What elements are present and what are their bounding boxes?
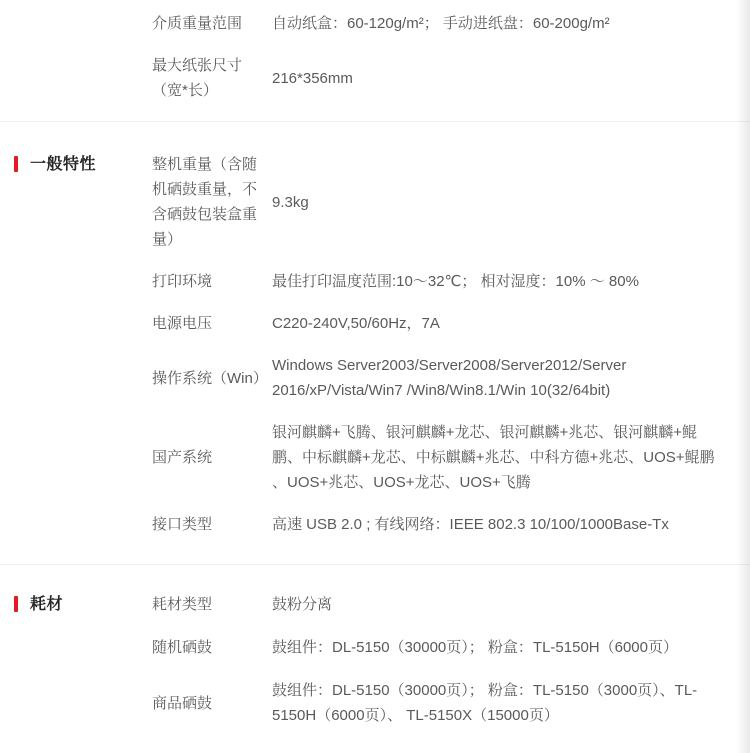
spec-row-max-paper-size xyxy=(152,53,722,103)
spec-value: 银河麒麟+飞腾、银河麒麟+龙芯、银河麒麟+兆芯、银河麒麟+鲲鹏、中标麒麟+龙芯、中标麒麟+兆芯、中科方德+兆芯、UOS+鲲鹏 、UOS+兆芯、UOS+龙芯、UOS+飞腾 xyxy=(272,424,715,491)
spec-row-machine-weight xyxy=(152,152,722,252)
spec-value: 216*356mm xyxy=(272,69,353,87)
spec-row-domestic-os xyxy=(152,420,722,495)
spec-row-print-environment xyxy=(152,269,722,294)
section-media-specs xyxy=(0,0,750,121)
spec-value: 最佳打印温度范围:10～32℃； 相对湿度：10% ～ 80% xyxy=(272,273,639,290)
spec-row-interface-type xyxy=(152,512,722,537)
section-accent-bar xyxy=(14,596,18,612)
spec-value: 9.3kg xyxy=(272,193,309,211)
spec-row-power-voltage xyxy=(152,311,722,336)
section-consumables xyxy=(0,565,750,753)
spec-row-bundled-cartridge xyxy=(152,635,722,660)
spec-label: 商品硒鼓 xyxy=(152,694,213,712)
section-title: 一般特性 xyxy=(30,156,97,173)
spec-row-os-windows xyxy=(152,353,722,403)
spec-label: 电源电压 xyxy=(152,315,213,332)
spec-value: Windows Server2003/Server2008/Server2012/Server 2016/xP/Vista/Win7 /Win8/Win8.1/Win 10(32/64bit) xyxy=(272,357,627,399)
spec-rows xyxy=(152,11,722,103)
spec-value: 鼓组件：DL-5150（30000页）； 粉盒：TL-5150（3000页）、TL-5150H（6000页）、 TL-5150X（15000页） xyxy=(272,682,698,724)
spec-value: C220-240V,50/60Hz，7A xyxy=(272,315,440,332)
spec-label: 最大纸张尺寸（宽*长） xyxy=(152,57,243,99)
spec-value: 鼓粉分离 xyxy=(272,596,333,613)
spec-row-media-weight-range xyxy=(152,11,722,36)
spec-label: 打印环境 xyxy=(152,273,213,290)
spec-label: 整机重量（含随机硒鼓重量，不含硒鼓包装盒重量） xyxy=(152,156,258,248)
section-header xyxy=(0,152,152,537)
spec-label: 国产系统 xyxy=(152,449,213,466)
spec-value: 自动纸盒：60-120g/m²； 手动进纸盘：60-200g/m² xyxy=(272,15,610,32)
spec-rows xyxy=(152,152,722,537)
spec-label: 操作系统（Win） xyxy=(152,369,268,387)
spec-label: 接口类型 xyxy=(152,516,213,533)
spec-label: 随机硒鼓 xyxy=(152,639,213,656)
spec-row-retail-cartridge xyxy=(152,678,722,728)
section-header xyxy=(0,11,152,103)
spec-value: 鼓组件：DL-5150（30000页）； 粉盒：TL-5150H（6000页） xyxy=(272,639,678,656)
spec-row-consumable-type xyxy=(152,592,722,617)
spec-value: 高速 USB 2.0 ; 有线网络：IEEE 802.3 10/100/1000Base-Tx xyxy=(272,516,669,533)
section-accent-bar xyxy=(14,156,18,172)
section-title: 耗材 xyxy=(30,596,64,613)
spec-label: 介质重量范围 xyxy=(152,15,243,32)
section-header xyxy=(0,592,152,746)
spec-rows xyxy=(152,592,722,746)
spec-label: 耗材类型 xyxy=(152,596,213,613)
section-general-characteristics xyxy=(0,122,750,564)
